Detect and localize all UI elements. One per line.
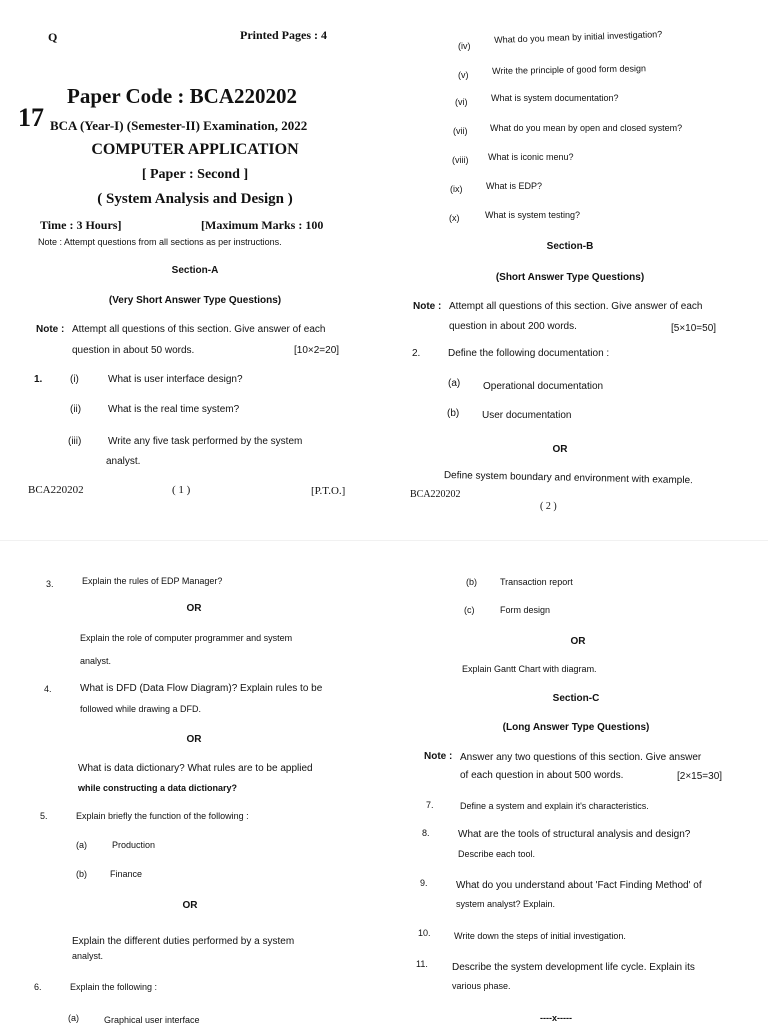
sub-question-number: (b) <box>76 869 87 879</box>
section-c-marks: [2×15=30] <box>677 771 723 782</box>
question-5-text: Explain briefly the function of the following : <box>76 811 249 821</box>
sub-question-text: Graphical user interface <box>104 1015 200 1025</box>
question-3-alt-line2: analyst. <box>80 656 112 666</box>
roll-number: 17 <box>18 103 44 132</box>
question-number: 9. <box>420 878 428 888</box>
question-text: What do you mean by open and closed system? <box>490 123 683 133</box>
section-a-note-line2: question in about 50 words. <box>72 345 195 356</box>
question-text: What are the tools of structural analysis and design? <box>458 829 691 840</box>
sub-question-text: User documentation <box>482 410 572 421</box>
or-separator: OR <box>570 636 586 647</box>
alternative-question: Define system boundary and environment with example. <box>443 470 693 487</box>
exam-line: BCA (Year-I) (Semester-II) Examination, 2022 <box>50 118 308 133</box>
paper-number: [ Paper : Second ] <box>141 167 249 182</box>
sub-question-text: Production <box>112 840 156 850</box>
section-c-title: Section-C <box>552 693 600 704</box>
section-a-title: Section-A <box>171 265 219 276</box>
section-b-note-line2: question in about 200 words. <box>449 321 577 332</box>
question-4-number: 4. <box>44 684 52 694</box>
question-text: What is system testing? <box>485 210 581 220</box>
footer-paper-code: BCA220202 <box>28 484 84 496</box>
question-text-cont: Describe each tool. <box>458 849 536 859</box>
question-number: 10. <box>418 928 431 938</box>
question-text: Describe the system development life cycle. Explain its <box>452 962 695 973</box>
question-number: 11. <box>416 959 428 969</box>
question-6-text: Explain the following : <box>70 982 158 992</box>
question-text: Write any five task performed by the system <box>108 436 303 447</box>
general-note: Note : Attempt questions from all sections as per instructions. <box>38 237 282 247</box>
question-3-number: 3. <box>46 579 54 589</box>
question-text: What do you understand about 'Fact Finding Method' of <box>456 880 702 891</box>
maximum-marks: [Maximum Marks : 100 <box>201 218 324 232</box>
question-4-alt-line2: while constructing a data dictionary? <box>78 783 238 793</box>
question-text: What is system documentation? <box>491 93 619 103</box>
question-number: (x) <box>449 213 460 223</box>
alternative-question: Explain Gantt Chart with diagram. <box>462 664 597 674</box>
question-text: Write down the steps of initial investigation. <box>454 931 626 941</box>
question-text: What is user interface design? <box>108 374 243 385</box>
section-c-type: (Long Answer Type Questions) <box>502 722 650 733</box>
question-5-alt-line1: Explain the different duties performed by a system <box>72 936 295 947</box>
question-number: (ii) <box>70 404 82 415</box>
paper-code: Paper Code : BCA220202 <box>67 84 298 108</box>
question-3-alt-line1: Explain the role of computer programmer and system <box>80 633 293 643</box>
sub-question-number: (c) <box>464 605 475 615</box>
question-2-number: 2. <box>412 348 421 359</box>
section-a-note-line1: Attempt all questions of this section. Give answer of each <box>72 324 326 335</box>
sub-question-text: Transaction report <box>500 577 573 587</box>
page-divider <box>0 540 768 541</box>
subject-title: COMPUTER APPLICATION <box>91 141 299 158</box>
question-text-cont: system analyst? Explain. <box>456 899 556 909</box>
or-separator: OR <box>186 603 202 614</box>
sub-question-number: (b) <box>466 577 477 587</box>
question-text: What is iconic menu? <box>488 152 574 162</box>
question-text-cont: analyst. <box>106 456 141 467</box>
question-1-number: 1. <box>34 374 43 385</box>
section-a-note-label: Note : <box>36 324 65 335</box>
section-b-type: (Short Answer Type Questions) <box>495 272 645 283</box>
question-number: 8. <box>422 828 430 838</box>
section-b-marks: [5×10=50] <box>671 323 717 334</box>
question-text: Define a system and explain it's characteristics. <box>460 801 649 811</box>
question-3-text: Explain the rules of EDP Manager? <box>82 576 223 586</box>
top-left-mark: Q <box>48 30 58 44</box>
question-4-alt-line1: What is data dictionary? What rules are to be applied <box>78 763 313 774</box>
or-separator: OR <box>186 734 202 745</box>
question-5-alt-line2: analyst. <box>72 951 104 961</box>
question-number: (vii) <box>453 126 468 136</box>
end-of-paper-mark: ----x----- <box>540 1013 572 1023</box>
question-5-number: 5. <box>40 811 48 821</box>
course-title: ( System Analysis and Design ) <box>97 191 293 207</box>
section-a-marks: [10×2=20] <box>294 345 340 356</box>
question-number: 7. <box>426 800 434 810</box>
sub-question-number: (a) <box>68 1013 79 1023</box>
question-number: (v) <box>458 70 469 80</box>
section-a-type: (Very Short Answer Type Questions) <box>108 295 282 306</box>
question-number: (iv) <box>458 41 471 51</box>
section-b-note-line1: Attempt all questions of this section. Give answer of each <box>449 301 703 312</box>
time-allowed: Time : 3 Hours] <box>40 218 122 232</box>
or-separator: OR <box>552 444 568 455</box>
question-number: (i) <box>70 374 79 385</box>
question-text: What do you mean by initial investigation? <box>494 29 663 45</box>
question-number: (ix) <box>450 184 463 194</box>
section-c-note-line1: Answer any two questions of this section. Give answer <box>460 752 702 763</box>
sub-question-text: Operational documentation <box>483 381 604 392</box>
sub-question-number: (a) <box>448 378 461 389</box>
question-text: Write the principle of good form design <box>492 63 647 76</box>
sub-question-text: Form design <box>500 605 551 615</box>
section-b-note-label: Note : <box>413 301 442 312</box>
printed-pages: Printed Pages : 4 <box>240 28 327 42</box>
question-number: (iii) <box>68 436 82 447</box>
sub-question-number: (b) <box>447 408 460 419</box>
section-b-title: Section-B <box>546 241 594 252</box>
footer-paper-code: BCA220202 <box>410 489 461 500</box>
question-text-cont: various phase. <box>452 981 511 991</box>
question-text: What is EDP? <box>486 181 543 191</box>
section-c-note-label: Note : <box>424 751 453 762</box>
question-number: (viii) <box>452 155 469 165</box>
footer-page-number: ( 1 ) <box>172 484 191 496</box>
section-c-note-line2: of each question in about 500 words. <box>460 770 624 781</box>
footer-pto: [P.T.O.] <box>311 485 346 497</box>
question-number: (vi) <box>455 97 468 107</box>
question-4-line2: followed while drawing a DFD. <box>80 704 202 714</box>
question-4-line1: What is DFD (Data Flow Diagram)? Explain rules to be <box>80 683 323 694</box>
question-2-text: Define the following documentation : <box>448 348 610 359</box>
footer-page-number: ( 2 ) <box>540 501 557 512</box>
question-text: What is the real time system? <box>108 404 240 415</box>
or-separator: OR <box>182 900 198 911</box>
sub-question-number: (a) <box>76 840 87 850</box>
question-6-number: 6. <box>34 982 42 992</box>
sub-question-text: Finance <box>110 869 143 879</box>
